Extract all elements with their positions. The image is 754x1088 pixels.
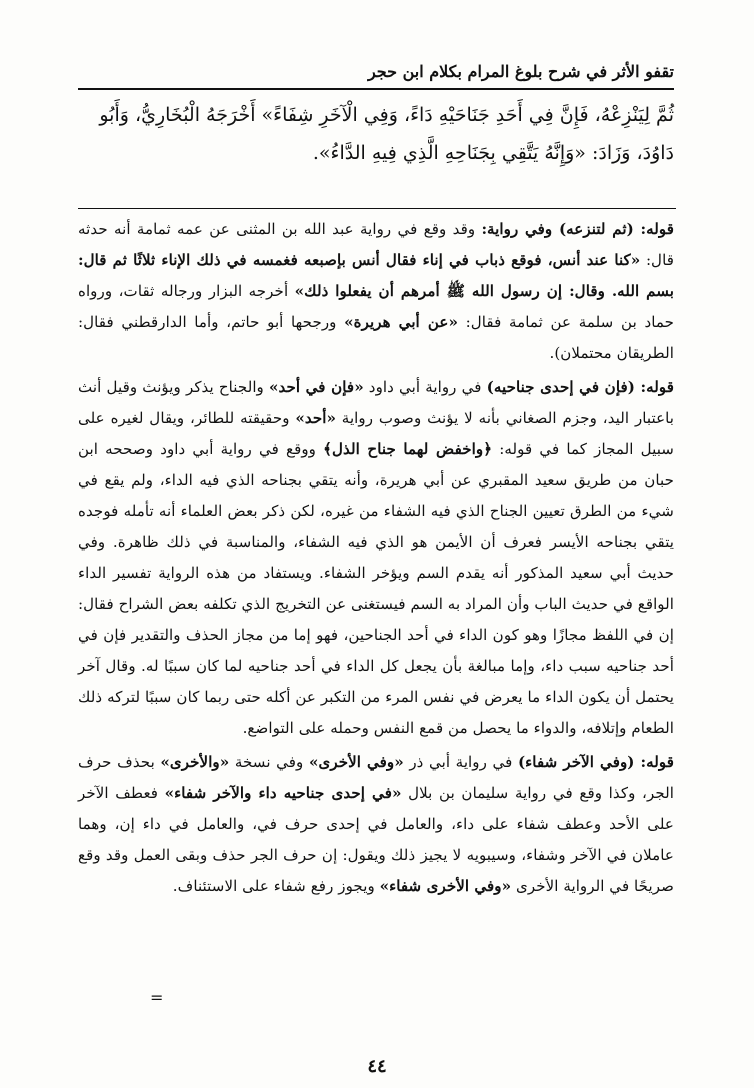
continuation-mark: =: [150, 988, 164, 1007]
paragraph-2-quote-2: «أحد»: [295, 409, 336, 427]
paragraph-3-label: قوله: (وفي الآخر شفاء): [517, 753, 674, 771]
section-separator: [78, 208, 676, 209]
paragraph-3-text-a: في رواية أبي ذر: [403, 753, 518, 771]
paragraph-3-text-d: فعطف الآخر على الأحد وعطف شفاء على داء، والعامل في إحدى حرف في، والعامل في داء إن، وهما عاملان في الآخر وشفاء، وسيبويه لا يجيز ذلك ويقول: إن حرف الجر حذف وبقى العمل وقد وقع صريحًا في الرواية الأخرى: [78, 784, 674, 895]
paragraph-2-text-b: والجناح يذكر ويؤنث وقيل أنث باعتبار اليد، وجزم الصغاني بأنه لا يؤنث وصوب رواية: [78, 378, 674, 427]
paragraph-3-text-e: ويجوز رفع شفاء على الاستئناف.: [172, 877, 380, 895]
paragraph-1-quote-2: «عن أبي هريرة»: [344, 313, 458, 331]
hadith-text: [78, 96, 674, 172]
hadith-line-1: ثُمَّ لِيَنْزِعْهُ، فَإِنَّ فِي أَحَدِ جَنَاحَيْهِ دَاءً، وَفِي الْآخَرِ شِفَاءً» أَخْرَجَهُ الْبُخَارِيُّ، وَأَبُو: [99, 104, 674, 126]
paragraph-1-quote: «كنا عند أنس، فوقع ذباب في إناء فقال أنس بإصبعه فغمسه في ذلك الإناء ثلاثًا ثم قال: بسم الله. وقال: إن رسول الله ﷺ أمرهم أن يفعلوا ذلك»: [78, 251, 675, 300]
commentary-paragraph-2: [78, 372, 674, 744]
paragraph-2-text-c: وحقيقته للطائر، ويقال لغيره على سبيل المجاز كما في قوله:: [78, 409, 675, 458]
page-number: ٤٤: [367, 1056, 387, 1077]
paragraph-3-text-c: بحذف حرف الجر، وكذا وقع في رواية سليمان بن بلال: [78, 753, 674, 802]
paragraph-2-label: قوله: (فإن في إحدى جناحيه): [486, 378, 674, 396]
paragraph-2-text-a: في رواية أبي داود: [363, 378, 487, 396]
commentary-paragraph-1: [78, 214, 674, 369]
hadith-line-2: دَاوُدَ، وَزَادَ: «وَإِنَّهُ يَتَّقِي بِجَنَاحِهِ الَّذِي فِيهِ الدَّاءُ».: [312, 142, 674, 164]
running-head: تقفو الأثر في شرح بلوغ المرام بكلام ابن حجر: [367, 62, 674, 81]
paragraph-2-quran: ﴿واخفض لهما جناح الذل﴾: [323, 440, 493, 458]
paragraph-1-text-b: أخرجه البزار ورجاله ثقات، ورواه حماد بن سلمة عن ثمامة فقال:: [78, 282, 674, 331]
paragraph-3-quote-4: «وفي الأخرى شفاء»: [379, 877, 512, 895]
paragraph-3-quote-2: «والأخرى»: [160, 753, 230, 771]
paragraph-1-text-c: ورجحها أبو حاتم، وأما الدارقطني فقال: الطريقان محتملان).: [78, 313, 674, 362]
commentary-paragraph-3: [78, 747, 674, 902]
paragraph-1-label: قوله: (ثم لتنزعه) وفي رواية:: [481, 220, 674, 238]
paragraph-1-text-a: وقد وقع في رواية عبد الله بن المثنى عن عمه ثمامة أنه حدثه قال:: [78, 220, 674, 269]
header-rule: [78, 88, 674, 90]
paragraph-3-quote: «وفي الأخرى»: [308, 753, 404, 771]
paragraph-2-text-d: ووقع في رواية أبي داود وصححه ابن حبان من طريق سعيد المقبري عن أبي هريرة، وأنه يتقي بجناحه الذي فيه الداء، ولم يقع في شيء من الطرق تعيين الجناح الذي فيه الشفاء من غيره، لكن ذكر بعض العلماء أنه تأمله فوجده يتقي بجناحه الأيسر فعرف أن الأيمن هو الذي فيه الشفاء، والمناسبة في ذلك ظاهرة. وفي حديث أبي سعيد المذكور أنه يقدم السم ويؤخر الشفاء. ويستفاد من هذه الرواية تفسير الداء الواقع في حديث الباب وأن المراد به السم فيستغنى عن التخريج الذي تكلفه بعض الشراح فقال: إن في اللفظ مجازًا وهو كون الداء في أحد الجناحين، فهو إما من مجاز الحذف والتقدير فإن في أحد جناحيه سبب داء، وإما مبالغة بأن يجعل كل الداء في أحد جناحيه لما كان سببًا له. وقال آخر يحتمل أن يكون الداء ما يعرض في نفس المرء من التكبر عن أكله حتى ربما كان سببًا لتركه ذلك الطعام وإتلافه، والدواء ما يحصل من قمع النفس وحمله على التواضع.: [78, 440, 674, 737]
paragraph-2-quote: «فإن في أحد»: [269, 378, 364, 396]
commentary: [78, 214, 674, 902]
paragraph-3-text-b: وفي نسخة: [229, 753, 309, 771]
paragraph-3-quote-3: «في إحدى جناحيه داء والآخر شفاء»: [164, 784, 402, 802]
